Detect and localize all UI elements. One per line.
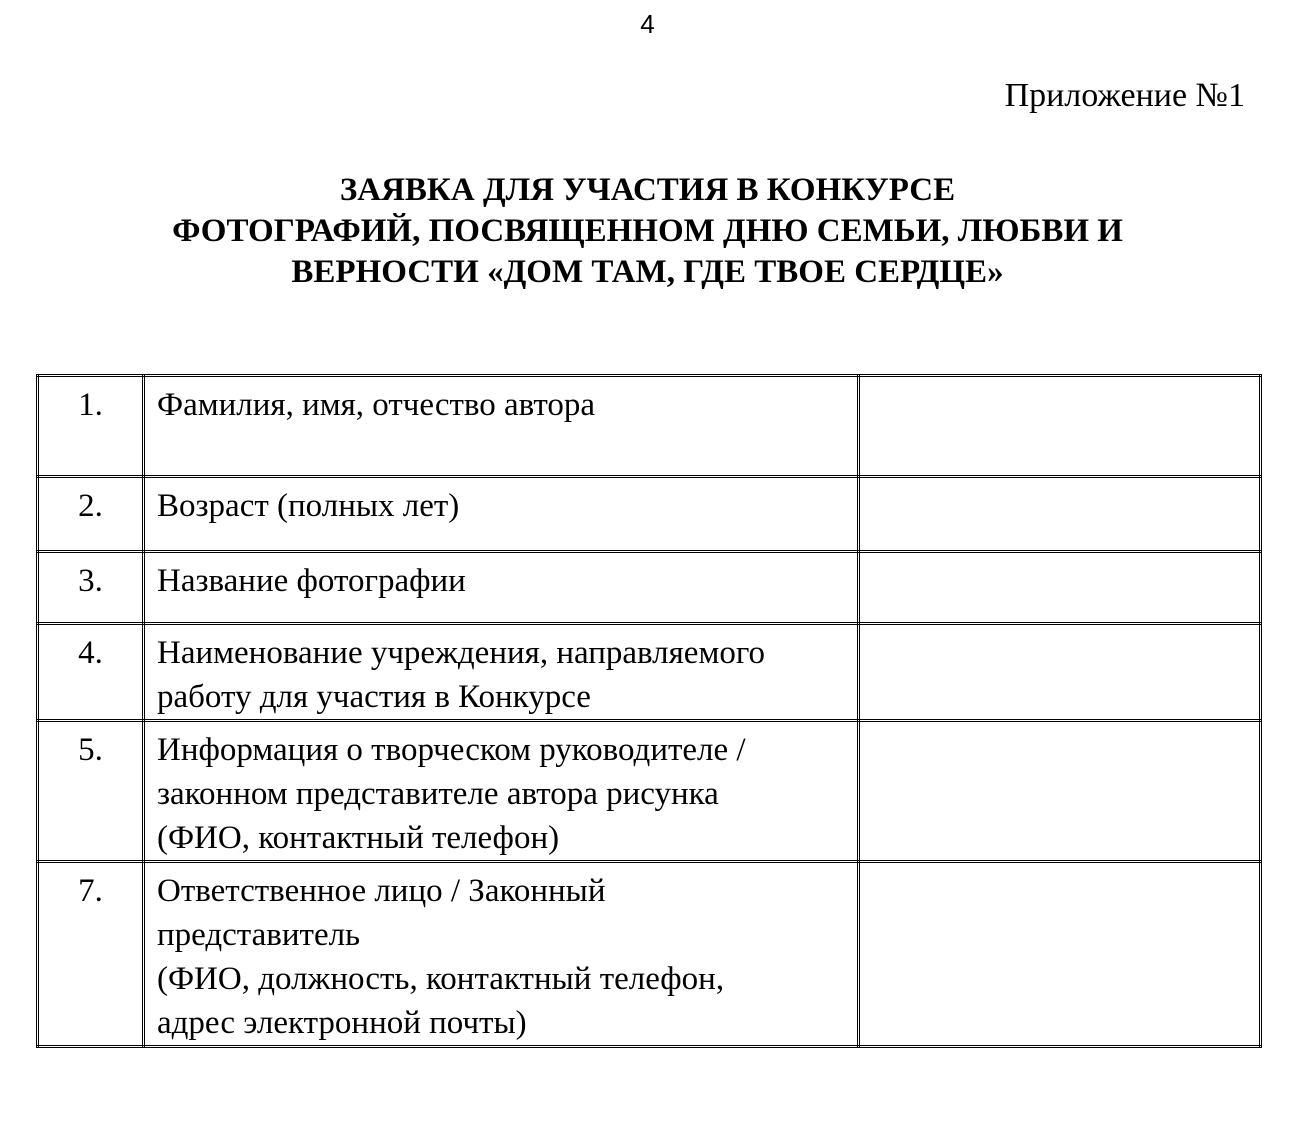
- table-row: [38, 477, 1261, 552]
- title-line: ФОТОГРАФИЙ, ПОСВЯЩЕННОМ ДНЮ СЕМЬИ, ЛЮБВИ И: [172, 213, 1123, 249]
- row-label-line: Название фотографии: [157, 563, 466, 599]
- row-label: [144, 862, 859, 1047]
- row-number: 3.: [38, 552, 144, 624]
- row-label-line: Ответственное лицо / Законный: [157, 873, 606, 909]
- row-number: 1.: [38, 376, 144, 477]
- row-label: [144, 552, 859, 624]
- row-number: 7.: [38, 862, 144, 1047]
- row-number: 4.: [38, 624, 144, 721]
- row-value-field[interactable]: [859, 624, 1261, 721]
- row-label-line: Информация о творческом руководителе /: [157, 732, 746, 768]
- document-title: [0, 170, 1295, 293]
- row-value-field[interactable]: [859, 477, 1261, 552]
- row-number: 2.: [38, 477, 144, 552]
- page-number: 4: [640, 9, 655, 39]
- row-label-line: Наименование учреждения, направляемого: [157, 635, 766, 671]
- application-form-table: [36, 374, 1262, 1048]
- row-value-field[interactable]: [859, 721, 1261, 862]
- table-row: [38, 862, 1261, 1047]
- table-row: [38, 721, 1261, 862]
- row-label: [144, 624, 859, 721]
- row-label: [144, 721, 859, 862]
- table-row: [38, 376, 1261, 477]
- row-label-line: (ФИО, контактный телефон): [157, 820, 560, 856]
- row-label-line: законном представителе автора рисунка: [157, 776, 719, 812]
- table-row: [38, 624, 1261, 721]
- row-label-line: Фамилия, имя, отчество автора: [157, 387, 596, 423]
- row-value-field[interactable]: [859, 376, 1261, 477]
- row-label: [144, 376, 859, 477]
- row-number: 5.: [38, 721, 144, 862]
- row-value-field[interactable]: [859, 552, 1261, 624]
- appendix-label: Приложение №1: [1004, 77, 1245, 114]
- title-line: ВЕРНОСТИ «ДОМ ТАМ, ГДЕ ТВОЕ СЕРДЦЕ»: [291, 254, 1004, 290]
- row-value-field[interactable]: [859, 862, 1261, 1047]
- title-line: ЗАЯВКА ДЛЯ УЧАСТИЯ В КОНКУРСЕ: [339, 172, 956, 208]
- row-label-line: (ФИО, должность, контактный телефон,: [157, 961, 725, 997]
- row-label-line: адрес электронной почты): [157, 1005, 527, 1041]
- row-label-line: представитель: [157, 917, 361, 953]
- row-label: [144, 477, 859, 552]
- table-row: [38, 552, 1261, 624]
- row-label-line: работу для участия в Конкурсе: [157, 679, 591, 715]
- row-label-line: Возраст (полных лет): [157, 488, 460, 524]
